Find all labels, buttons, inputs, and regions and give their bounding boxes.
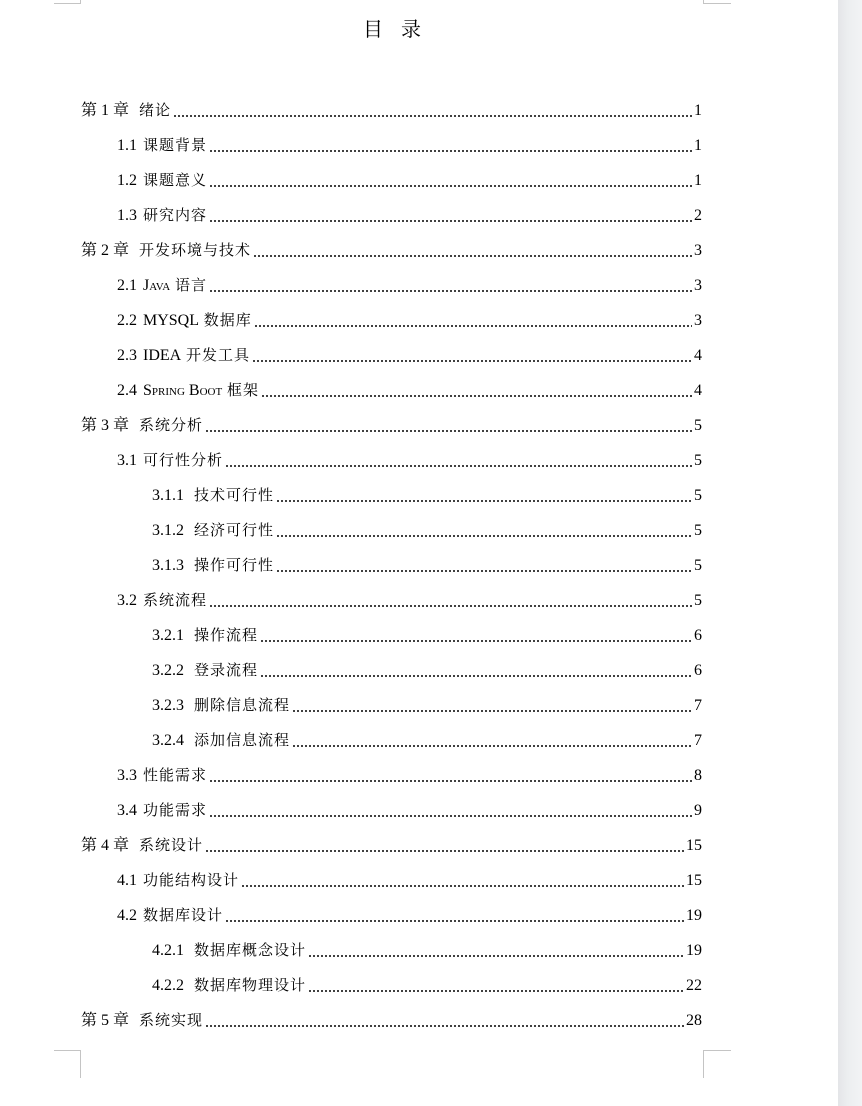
toc-entry-label xyxy=(143,793,207,828)
toc-entry-label-text: 技术可行性 xyxy=(194,486,275,504)
toc-entry-number: 4.2.1 xyxy=(152,942,184,959)
toc-entry-label-text: 系统流程 xyxy=(143,591,208,609)
toc-entry-label-latin: MYSQL xyxy=(143,312,200,329)
toc-entry-number: 2.4 xyxy=(117,382,137,399)
toc-dot-leader xyxy=(260,618,692,653)
toc-entry-label xyxy=(143,163,207,198)
toc-entry-label-text: 系统实现 xyxy=(139,1011,204,1029)
toc-entry-page-number: 6 xyxy=(694,662,702,679)
toc-entry-number: 1.1 xyxy=(117,137,137,154)
corner-mark-top-left xyxy=(54,0,81,4)
toc-entry-label xyxy=(139,828,203,863)
toc-entry-number: 3.2.3 xyxy=(152,697,184,714)
toc-entry[interactable] xyxy=(117,128,702,163)
toc-entry-label xyxy=(194,933,306,968)
toc-entry-page-number: 4 xyxy=(694,382,702,399)
toc-entry[interactable] xyxy=(117,758,702,793)
toc-entry-number: 3.3 xyxy=(117,767,137,784)
toc-entry-page-number: 15 xyxy=(686,837,702,854)
toc-dot-leader xyxy=(209,128,692,163)
toc-entry-label xyxy=(194,478,274,513)
toc-entry-number: 4.1 xyxy=(117,872,137,889)
toc-entry-label-text: 系统分析 xyxy=(139,416,204,434)
toc-entry-page-number: 5 xyxy=(694,487,702,504)
toc-entry[interactable] xyxy=(152,688,702,723)
toc-entry-label-text: 数据库 xyxy=(203,311,252,329)
toc-dot-leader xyxy=(209,163,692,198)
toc-entry-label xyxy=(194,618,258,653)
toc-dot-leader xyxy=(225,898,684,933)
toc-dot-leader xyxy=(209,268,692,303)
toc-dot-leader xyxy=(292,688,692,723)
toc-entry-label-text: 课题背景 xyxy=(143,136,208,154)
toc-entry-label-text: 可行性分析 xyxy=(143,451,224,469)
toc-entry-page-number: 22 xyxy=(686,977,702,994)
viewer-background-gutter xyxy=(838,0,862,1106)
toc-entry-number: 1.2 xyxy=(117,172,137,189)
toc-entry[interactable] xyxy=(117,303,702,338)
toc-entry-number: 3.1.3 xyxy=(152,557,184,574)
toc-entry-label xyxy=(143,128,207,163)
toc-entry-label-text: 数据库概念设计 xyxy=(194,941,307,959)
toc-entry-page-number: 5 xyxy=(694,417,702,434)
toc-title xyxy=(0,15,784,43)
toc-entry-page-number: 1 xyxy=(694,172,702,189)
toc-entry-label-text: 课题意义 xyxy=(143,171,208,189)
toc-entry-number: 3.4 xyxy=(117,802,137,819)
toc-entry-label-text: 功能需求 xyxy=(143,801,208,819)
toc-entry-label xyxy=(194,723,290,758)
toc-entry-number: 4.2 xyxy=(117,907,137,924)
toc-entry-label-text: 操作流程 xyxy=(194,626,259,644)
toc-entry[interactable] xyxy=(152,723,702,758)
toc-entry-page-number: 5 xyxy=(694,522,702,539)
toc-dot-leader xyxy=(308,968,684,1003)
toc-entry-page-number: 4 xyxy=(694,347,702,364)
toc-entry-label-text: 性能需求 xyxy=(143,766,208,784)
toc-entry-page-number: 1 xyxy=(694,102,702,119)
toc-entry-label-text: 系统设计 xyxy=(139,836,204,854)
toc-entry-label xyxy=(194,548,274,583)
toc-dot-leader xyxy=(260,653,692,688)
toc-entry-label-text: 操作可行性 xyxy=(194,556,275,574)
toc-dot-leader xyxy=(173,93,692,128)
toc-entry-label-text: 框架 xyxy=(226,381,259,399)
toc-entry-label-text: 经济可行性 xyxy=(194,521,275,539)
corner-mark-top-right xyxy=(703,0,731,4)
toc-entry[interactable] xyxy=(81,828,702,863)
toc-entry[interactable] xyxy=(81,408,702,443)
toc-title-char-2: 录 xyxy=(401,17,421,41)
toc-entry-number: 第 3 章 xyxy=(81,417,130,434)
toc-entry-label xyxy=(143,198,207,233)
toc-entry-page-number: 5 xyxy=(694,452,702,469)
toc-entry-page-number: 5 xyxy=(694,592,702,609)
toc-entry-label-text: 添加信息流程 xyxy=(194,731,291,749)
toc-entry[interactable] xyxy=(81,93,702,128)
toc-entry-label-text: 功能结构设计 xyxy=(143,871,240,889)
toc-entry-page-number: 8 xyxy=(694,767,702,784)
toc-entry-number: 2.1 xyxy=(117,277,137,294)
toc-entry-page-number: 19 xyxy=(686,942,702,959)
toc-dot-leader xyxy=(276,548,692,583)
toc-entry-label xyxy=(143,338,250,373)
toc-entry-label xyxy=(143,863,239,898)
toc-entry[interactable] xyxy=(81,1003,702,1038)
toc-dot-leader xyxy=(225,443,692,478)
toc-dot-leader xyxy=(209,583,692,618)
toc-entry-page-number: 28 xyxy=(686,1012,702,1029)
toc-dot-leader xyxy=(209,793,692,828)
toc-entry-label xyxy=(139,408,203,443)
toc-entry[interactable] xyxy=(117,373,702,408)
toc-entry[interactable] xyxy=(117,268,702,303)
toc-entry-number: 3.2 xyxy=(117,592,137,609)
toc-entry[interactable] xyxy=(117,583,702,618)
toc-title-char-1: 目 xyxy=(363,17,383,41)
toc-entry-label xyxy=(143,303,252,338)
toc-entry[interactable] xyxy=(81,233,702,268)
toc-dot-leader xyxy=(205,408,692,443)
toc-dot-leader xyxy=(261,373,692,408)
toc-dot-leader xyxy=(276,478,692,513)
toc-entry-label xyxy=(139,233,251,268)
toc-dot-leader xyxy=(276,513,692,548)
corner-mark-bottom-right xyxy=(703,1050,731,1078)
toc-entry-label-text: 数据库物理设计 xyxy=(194,976,307,994)
toc-entry-page-number: 3 xyxy=(694,277,702,294)
toc-entry-number: 1.3 xyxy=(117,207,137,224)
toc-entry-label xyxy=(143,583,207,618)
toc-entry-label xyxy=(194,513,274,548)
toc-entry-page-number: 15 xyxy=(686,872,702,889)
toc-entry[interactable] xyxy=(152,933,702,968)
toc-entry[interactable] xyxy=(152,548,702,583)
toc-dot-leader xyxy=(252,338,692,373)
toc-entry-number: 2.2 xyxy=(117,312,137,329)
toc-entry-page-number: 7 xyxy=(694,732,702,749)
toc-entry-page-number: 7 xyxy=(694,697,702,714)
toc-entry-label-text: 登录流程 xyxy=(194,661,259,679)
toc-entry-number: 第 4 章 xyxy=(81,837,130,854)
toc-entry-number: 3.1.2 xyxy=(152,522,184,539)
toc-entry-page-number: 19 xyxy=(686,907,702,924)
toc-entry-number: 3.2.4 xyxy=(152,732,184,749)
toc-entry-number: 3.2.1 xyxy=(152,627,184,644)
toc-entry-label xyxy=(143,758,207,793)
toc-entry[interactable] xyxy=(117,163,702,198)
toc-entry[interactable] xyxy=(117,863,702,898)
toc-entry-number: 3.1 xyxy=(117,452,137,469)
toc-dot-leader xyxy=(209,198,692,233)
toc-entry-label xyxy=(143,443,223,478)
toc-entry[interactable] xyxy=(117,338,702,373)
toc-entry-page-number: 3 xyxy=(694,242,702,259)
toc-entry-label xyxy=(143,373,259,408)
toc-dot-leader xyxy=(292,723,692,758)
toc-entry[interactable] xyxy=(152,478,702,513)
toc-entry-number: 3.2.2 xyxy=(152,662,184,679)
toc-entry-label xyxy=(139,1003,203,1038)
toc-entry-number: 4.2.2 xyxy=(152,977,184,994)
toc-entry-page-number: 6 xyxy=(694,627,702,644)
toc-entry[interactable] xyxy=(152,968,702,1003)
toc-entry[interactable] xyxy=(117,443,702,478)
toc-entry-page-number: 2 xyxy=(694,207,702,224)
toc-entry-number: 第 5 章 xyxy=(81,1012,130,1029)
toc-entry-number: 3.1.1 xyxy=(152,487,184,504)
toc-entry-number: 2.3 xyxy=(117,347,137,364)
toc-entry-page-number: 5 xyxy=(694,557,702,574)
toc-entry[interactable] xyxy=(152,618,702,653)
toc-entry-number: 第 2 章 xyxy=(81,242,130,259)
corner-mark-bottom-left xyxy=(54,1050,81,1078)
toc-dot-leader xyxy=(241,863,684,898)
toc-entry-label xyxy=(194,968,306,1003)
toc-dot-leader xyxy=(253,233,692,268)
toc-entry-label xyxy=(143,898,223,933)
toc-entry-label-text: 研究内容 xyxy=(143,206,208,224)
toc-entry-label xyxy=(143,268,207,303)
toc-entry[interactable] xyxy=(117,198,702,233)
toc-entry[interactable] xyxy=(152,653,702,688)
toc-entry-label xyxy=(194,688,290,723)
toc-entry[interactable] xyxy=(152,513,702,548)
toc-entry-label-text: 开发工具 xyxy=(186,346,251,364)
toc-dot-leader xyxy=(308,933,684,968)
toc-dot-leader xyxy=(254,303,692,338)
toc-entry-label-text: 语言 xyxy=(175,276,208,294)
toc-dot-leader xyxy=(205,828,684,863)
toc-entry-page-number: 1 xyxy=(694,137,702,154)
toc-dot-leader xyxy=(205,1003,684,1038)
toc-entry-number: 第 1 章 xyxy=(81,102,130,119)
toc-entry-label-latin: Spring Boot xyxy=(143,382,223,399)
toc-entry[interactable] xyxy=(117,898,702,933)
toc-entry-page-number: 9 xyxy=(694,802,702,819)
toc-entry-label xyxy=(194,653,258,688)
toc-entry-label-latin: Java xyxy=(143,277,171,294)
toc-entry-label-latin: IDEA xyxy=(143,347,182,364)
toc-entry-label-text: 删除信息流程 xyxy=(194,696,291,714)
toc-entry-page-number: 3 xyxy=(694,312,702,329)
toc-entry-label-text: 开发环境与技术 xyxy=(139,241,252,259)
toc-entry[interactable] xyxy=(117,793,702,828)
toc-entry-label-text: 数据库设计 xyxy=(143,906,224,924)
toc-entry-label xyxy=(139,93,171,128)
toc-entry-label-text: 绪论 xyxy=(139,101,172,119)
toc-dot-leader xyxy=(209,758,692,793)
